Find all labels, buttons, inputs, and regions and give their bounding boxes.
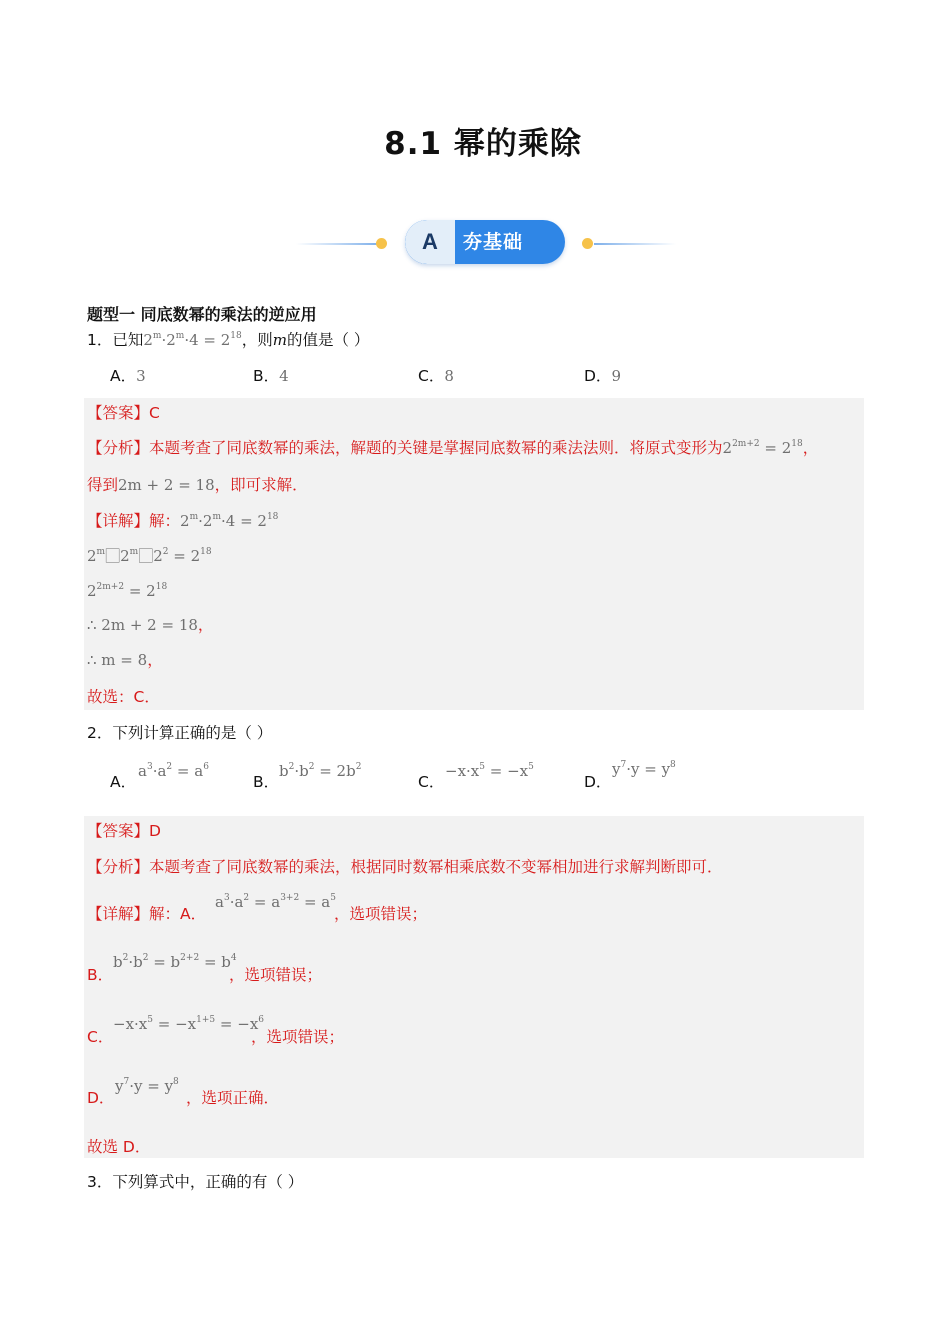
q2-analysis-tag: 【分析】: [87, 858, 150, 876]
q2-detail-b-result: ，选项错误；: [229, 966, 323, 984]
q1-step2-sep-2: ⃞: [138, 547, 154, 565]
q2-analysis-text: 本题考查了同底数幂的乘法，根据同时数幂相乘底数不变幂相加进行求解判断即可．: [149, 858, 723, 876]
q1-option-c-value: 8: [444, 367, 454, 385]
q1-step5-formula: ∴ m = 8: [87, 651, 148, 669]
q2-answer: [87, 820, 161, 842]
q2-option-d-formula: $y^7\cdot y = y^8$: [612, 760, 676, 778]
q1-step4: [87, 614, 213, 636]
q2-conclusion: 故选 D．: [87, 1138, 151, 1156]
badge-line-right: [594, 243, 676, 245]
badge-label: 夯基础: [463, 231, 524, 253]
q1-option-d-label: D．: [584, 367, 612, 385]
q1-analysis-line2-post: ，即可求解．: [214, 476, 308, 494]
q2-option-c[interactable]: [418, 771, 444, 793]
q2-option-b[interactable]: [253, 771, 279, 793]
q2-option-b-formula: $b^2\cdot b^2 = 2b^2$: [279, 762, 362, 780]
q1-step3: $2^{2m+2} = 2^{18}$: [87, 582, 168, 600]
q1-analysis-line2-pre: 得到: [87, 476, 119, 494]
section-badge: [405, 220, 565, 264]
q2-detail-tag: 【详解】: [87, 905, 150, 923]
badge-line-left: [296, 243, 378, 245]
q1-option-d[interactable]: [584, 365, 621, 387]
type-heading: 题型一 同底数幂的乘法的逆应用: [87, 305, 317, 324]
q2-option-a-formula: $a^3\cdot a^2 = a^6$: [138, 762, 209, 780]
q1-stem-mid: ，则: [241, 331, 273, 349]
q1-step2-sep-1: ⃞: [105, 547, 121, 565]
q1-stem-post: 的值是（ ）: [287, 331, 370, 349]
q2-detail-b-label: B．: [87, 966, 114, 984]
q2-option-c-formula: $-x\cdot x^5 = -x^5$: [445, 762, 534, 780]
q2-option-b-label: B．: [253, 773, 280, 791]
q2-detail-pre: 解：A．: [149, 905, 207, 923]
q2-detail-c-result: ，选项错误；: [251, 1028, 345, 1046]
q1-option-d-value: 9: [611, 367, 621, 385]
q2-option-c-label: C．: [418, 773, 445, 791]
q2-answer-value: D: [149, 822, 161, 840]
q1-stem-pre: 1．已知: [87, 331, 144, 349]
q1-conclusion: 故选：C．: [87, 688, 160, 706]
q2-option-d-label: D．: [584, 773, 612, 791]
q1-analysis-formula: $2^{2m+2} = 2^{18}$: [722, 439, 803, 457]
badge-dot-right: [582, 238, 593, 249]
q3-stem: 3．下列算式中，正确的有（ ）: [87, 1173, 304, 1191]
q1-step4-formula: ∴ 2m + 2 = 18: [87, 616, 198, 634]
q2-detail-a-formula: $a^3\cdot a^2 = a^{3+2} = a^5$: [215, 893, 336, 911]
q1-step2: $2^m⃞2^m⃞2^2 = 2^{18}$: [87, 547, 212, 565]
q1-option-b-label: B．: [253, 367, 280, 385]
q1-stem-var: m: [272, 331, 287, 349]
q1-step4-comma: ，: [197, 616, 214, 634]
q1-option-a[interactable]: [110, 365, 146, 387]
q2-answer-tag: 【答案】: [87, 822, 150, 840]
q1-option-a-value: 3: [136, 367, 146, 385]
q1-stem-formula: $2^m\cdot 2^m\cdot 4 = 2^{18}$: [143, 331, 242, 349]
q2-option-a[interactable]: [110, 771, 136, 793]
q2-detail-c-label: C．: [87, 1028, 114, 1046]
q1-analysis: [87, 437, 818, 459]
q2-detail-b-formula: $b^2\cdot b^2 = b^{2+2} = b^4$: [113, 953, 237, 971]
q2-stem: 2．下列计算正确的是（ ）: [87, 724, 273, 742]
q2-analysis: [87, 856, 723, 878]
q1-step5: [87, 649, 163, 671]
q1-option-b-value: 4: [279, 367, 289, 385]
q1-step5-comma: ，: [147, 651, 163, 669]
q1-option-a-label: A．: [110, 367, 137, 385]
q1-detail: [87, 510, 278, 532]
q1-detail-pre: 解：: [149, 512, 181, 530]
q1-answer-tag: 【答案】: [87, 404, 150, 422]
q1-detail-tag: 【详解】: [87, 512, 150, 530]
q2-option-d[interactable]: [584, 771, 611, 793]
q1-option-c[interactable]: [418, 365, 454, 387]
q2-detail: [87, 903, 206, 925]
badge-dot-left: [376, 238, 387, 249]
q2-detail-d-label: D．: [87, 1089, 115, 1107]
q2-detail-d-formula: $y^7\cdot y = y^8$: [115, 1077, 179, 1095]
q1-option-b[interactable]: [253, 365, 289, 387]
badge-letter: A: [405, 220, 455, 264]
q1-analysis-line2-formula: 2m + 2 = 18: [118, 476, 215, 494]
q2-detail-d-result: ，选项正确．: [186, 1089, 280, 1107]
q2-detail-c-formula: $-x\cdot x^5 = -x^{1+5} = -x^6$: [113, 1015, 265, 1033]
q1-option-c-label: C．: [418, 367, 445, 385]
q1-answer-value: C: [149, 404, 160, 422]
q2-detail-a-result: ，选项错误；: [334, 905, 428, 923]
q1-analysis-tail: ，: [802, 439, 819, 457]
q1-analysis-text: 本题考查了同底数幂的乘法，解题的关键是掌握同底数幂的乘法法则．将原式变形为: [149, 439, 723, 457]
q1-analysis-tag: 【分析】: [87, 439, 150, 457]
q1-stem: [87, 329, 369, 351]
page-title: 8.1 幂的乘除: [384, 126, 582, 162]
q2-option-a-label: A．: [110, 773, 137, 791]
q1-answer: [87, 402, 160, 424]
q1-detail-formula: $2^m\cdot 2^m\cdot 4 = 2^{18}$: [180, 512, 279, 530]
q1-analysis-line2: [87, 474, 308, 496]
